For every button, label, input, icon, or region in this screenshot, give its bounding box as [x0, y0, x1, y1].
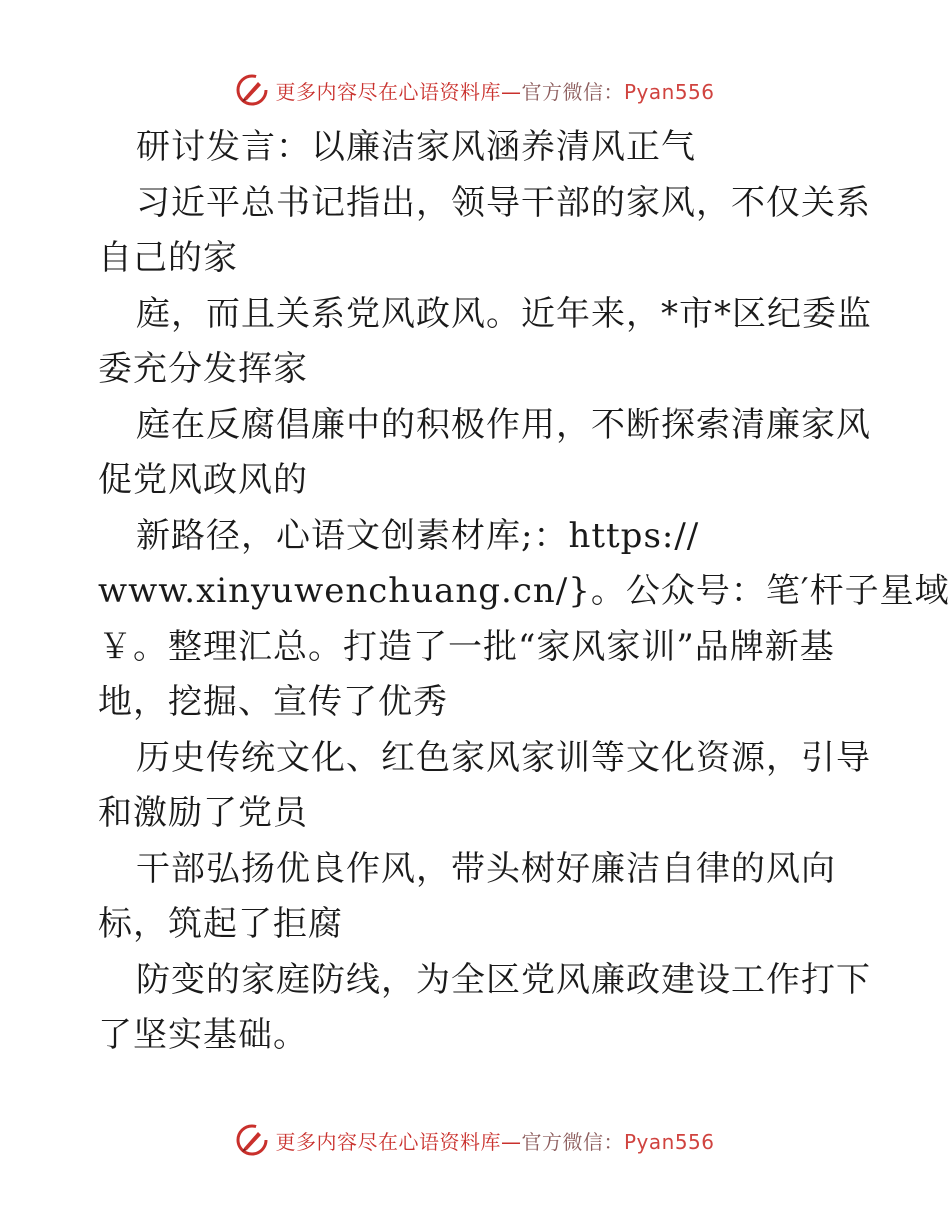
paragraph-line: 了坚实基础。 [98, 1015, 308, 1055]
header-banner-id: Pyan556 [623, 79, 715, 104]
pen-logo-icon [235, 1123, 269, 1157]
paragraph-line: 庭在反腐倡廉中的积极作用，不断探索清廉家风 [136, 404, 871, 445]
header-banner [0, 70, 950, 110]
footer-banner-text [275, 1126, 714, 1155]
footer-banner-main: 更多内容尽在心语资料库 [275, 1129, 501, 1154]
header-banner-wechat: 官方微信： [521, 79, 624, 104]
paragraph-line: 促党风政风的 [98, 460, 308, 500]
footer-banner-id: Pyan556 [623, 1129, 715, 1154]
paragraph-line: ￥。整理汇总。打造了一批“家风家训”品牌新基 [98, 626, 835, 667]
header-banner-dash: — [500, 79, 522, 104]
paragraph-line: 自己的家 [98, 238, 238, 278]
header-banner-text [275, 76, 714, 105]
paragraph-line: 干部弘扬优良作风，带头树好廉洁自律的风向 [136, 848, 836, 889]
footer-banner [0, 1120, 950, 1160]
paragraph-line: 习近平总书记指出，领导干部的家风，不仅关系 [136, 182, 871, 223]
paragraph-line: 和激励了党员 [98, 793, 308, 833]
footer-banner-wechat: 官方微信： [521, 1129, 624, 1154]
paragraph-line: www.xinyuwenchuang.cn/}。公众号：笔′杆子星域 [98, 571, 950, 611]
header-banner-main: 更多内容尽在心语资料库 [275, 79, 501, 104]
paragraph-line: 防变的家庭防线，为全区党风廉政建设工作打下 [136, 959, 871, 1000]
paragraph-line: 庭，而且关系党风政风。近年来，*市*区纪委监 [136, 293, 872, 334]
paragraph-line: 标，筑起了拒腐 [98, 904, 343, 944]
paragraph-line: 委充分发挥家 [98, 349, 308, 389]
footer-banner-dash: — [500, 1129, 522, 1154]
paragraph-line: 新路径，心语文创素材库;：https:// [136, 515, 700, 556]
paragraph-line: 地，挖掘、宣传了优秀 [98, 682, 448, 722]
pen-logo-icon [235, 73, 269, 107]
document-title: 研讨发言：以廉洁家风涵养清风正气 [136, 127, 696, 167]
document-body [98, 120, 950, 1064]
paragraph-line: 历史传统文化、红色家风家训等文化资源，引导 [136, 737, 871, 778]
